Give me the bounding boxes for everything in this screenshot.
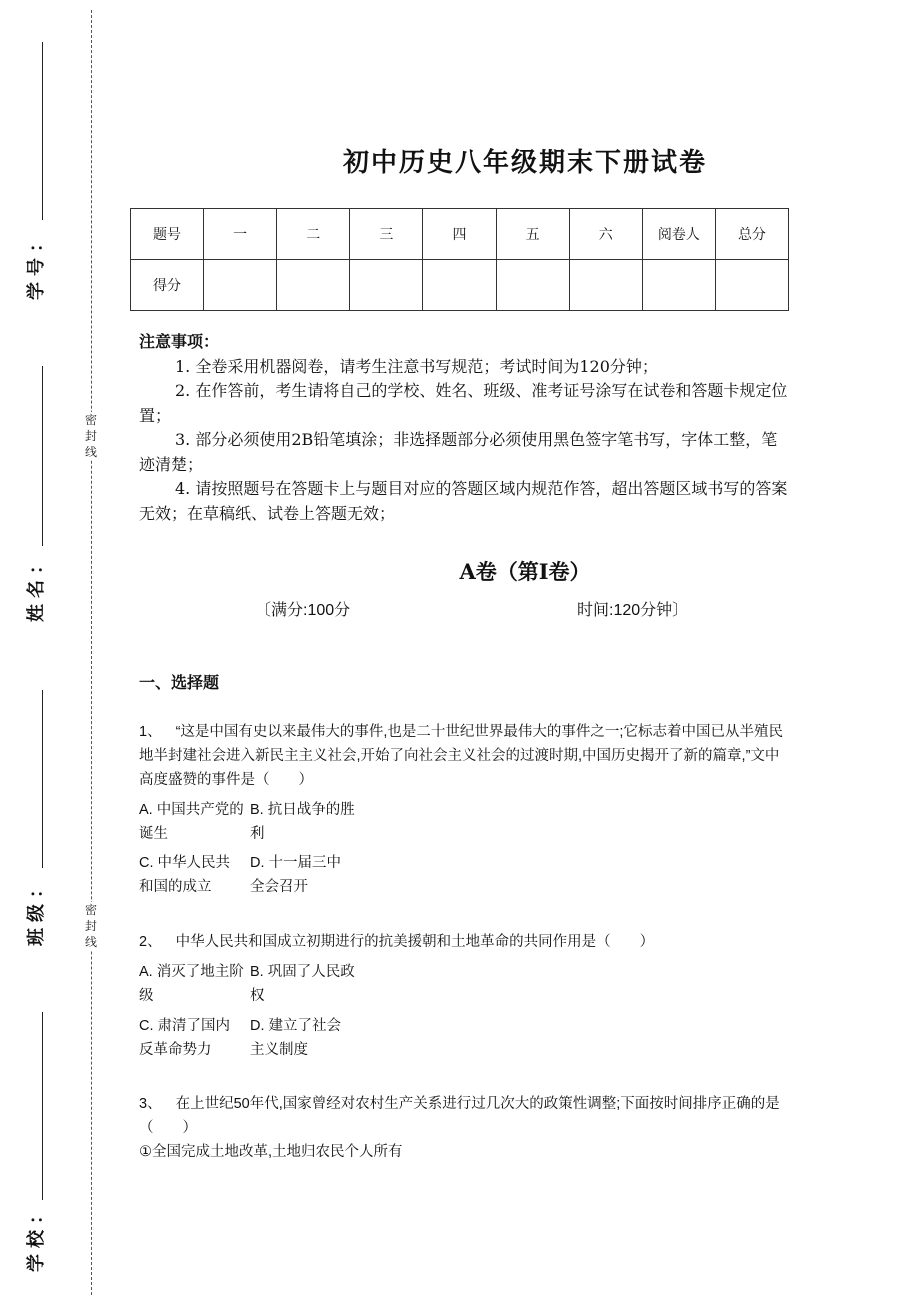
question-statement: ①全国完成土地改革,土地归农民个人所有 [139,1144,403,1160]
score-cell[interactable] [569,260,642,311]
score-table-header-row [131,209,789,260]
full-score: 〔满分:100分 [255,602,351,619]
class-blank[interactable] [42,690,43,868]
header-cell: 题号 [131,209,204,260]
score-table [130,208,789,311]
question-1 [139,720,789,792]
score-cell[interactable] [350,260,423,311]
question-number: 1、 [139,724,162,740]
question-number: 3、 [139,1096,162,1112]
header-cell: 二 [277,209,350,260]
note-item: 4. 请按照题号在答题卡上与题目对应的答题区域内规范作答，超出答题区域书写的答案无效；在草稿纸、试卷上答题无效； [139,479,788,523]
student-id-label: 学号： [26,228,47,300]
score-cell[interactable] [277,260,350,311]
score-cell[interactable] [204,260,277,311]
question-text: 在上世纪50年代,国家曾经对农村生产关系进行过几次大的政策性调整;下面按时间排序正确的是（ ） [139,1096,780,1136]
notes-heading: 注意事项： [139,332,220,351]
score-cell[interactable] [715,260,788,311]
note-item: 2. 在作答前，考生请将自己的学校、姓名、班级、准考证号涂写在试卷和答题卡规定位置； [139,381,788,425]
seal-line-mark: 密封线 [84,413,97,459]
option-c[interactable]: C. 肃清了国内反革命势力 [139,1018,231,1058]
header-cell: 三 [350,209,423,260]
binding-dashed-line [91,10,92,1295]
exam-time: 时间:120分钟〕 [577,602,689,619]
option-d[interactable]: D. 十一届三中全会召开 [250,855,342,895]
question-3 [139,1092,789,1164]
header-cell: 五 [496,209,569,260]
volume-title: A卷（第I卷） [459,559,591,584]
option-a[interactable]: A. 消灭了地主阶级 [139,964,244,1004]
question-text: 中华人民共和国成立初期进行的抗美援朝和土地革命的共同作用是（ ） [175,934,655,950]
question-text: “这是中国有史以来最伟大的事件,也是二十世纪世界最伟大的事件之一;它标志着中国已从半殖民地半封建社会进入新民主主义社会,开始了向社会主义社会的过渡时期,中国历史揭开了新的篇章,”文中高度盛赞的事件是（ ） [139,724,783,788]
header-cell: 总分 [715,209,788,260]
question-2 [139,930,789,954]
option-a[interactable]: A. 中国共产党的诞生 [139,802,244,842]
school-blank[interactable] [42,1012,43,1200]
score-row-label: 得分 [131,260,204,311]
note-item: 1. 全卷采用机器阅卷，请考生注意书写规范；考试时间为120分钟； [175,356,658,376]
exam-title: 初中历史八年级期末下册试卷 [342,148,707,178]
seal-line-mark: 密封线 [84,903,97,949]
option-b[interactable]: B. 巩固了人民政权 [250,964,355,1004]
option-d[interactable]: D. 建立了社会主义制度 [250,1018,342,1058]
score-cell[interactable] [642,260,715,311]
option-c[interactable]: C. 中华人民共和国的成立 [139,855,231,895]
header-cell: 阅卷人 [642,209,715,260]
exam-notes [139,330,789,526]
header-cell: 一 [204,209,277,260]
section-title: 一、选择题 [139,673,220,692]
note-item: 3. 部分必须使用2B铅笔填涂；非选择题部分必须使用黑色签字笔书写，字体工整，笔迹清楚； [139,430,778,474]
student-id-blank[interactable] [42,42,43,220]
name-blank[interactable] [42,366,43,546]
header-cell: 四 [423,209,496,260]
score-cell[interactable] [423,260,496,311]
name-label: 姓名： [26,550,47,622]
school-label: 学校： [26,1200,47,1272]
score-cell[interactable] [496,260,569,311]
option-b[interactable]: B. 抗日战争的胜利 [250,802,355,842]
class-label: 班级： [26,874,47,946]
question-number: 2、 [139,934,162,950]
score-table-score-row [131,260,789,311]
header-cell: 六 [569,209,642,260]
